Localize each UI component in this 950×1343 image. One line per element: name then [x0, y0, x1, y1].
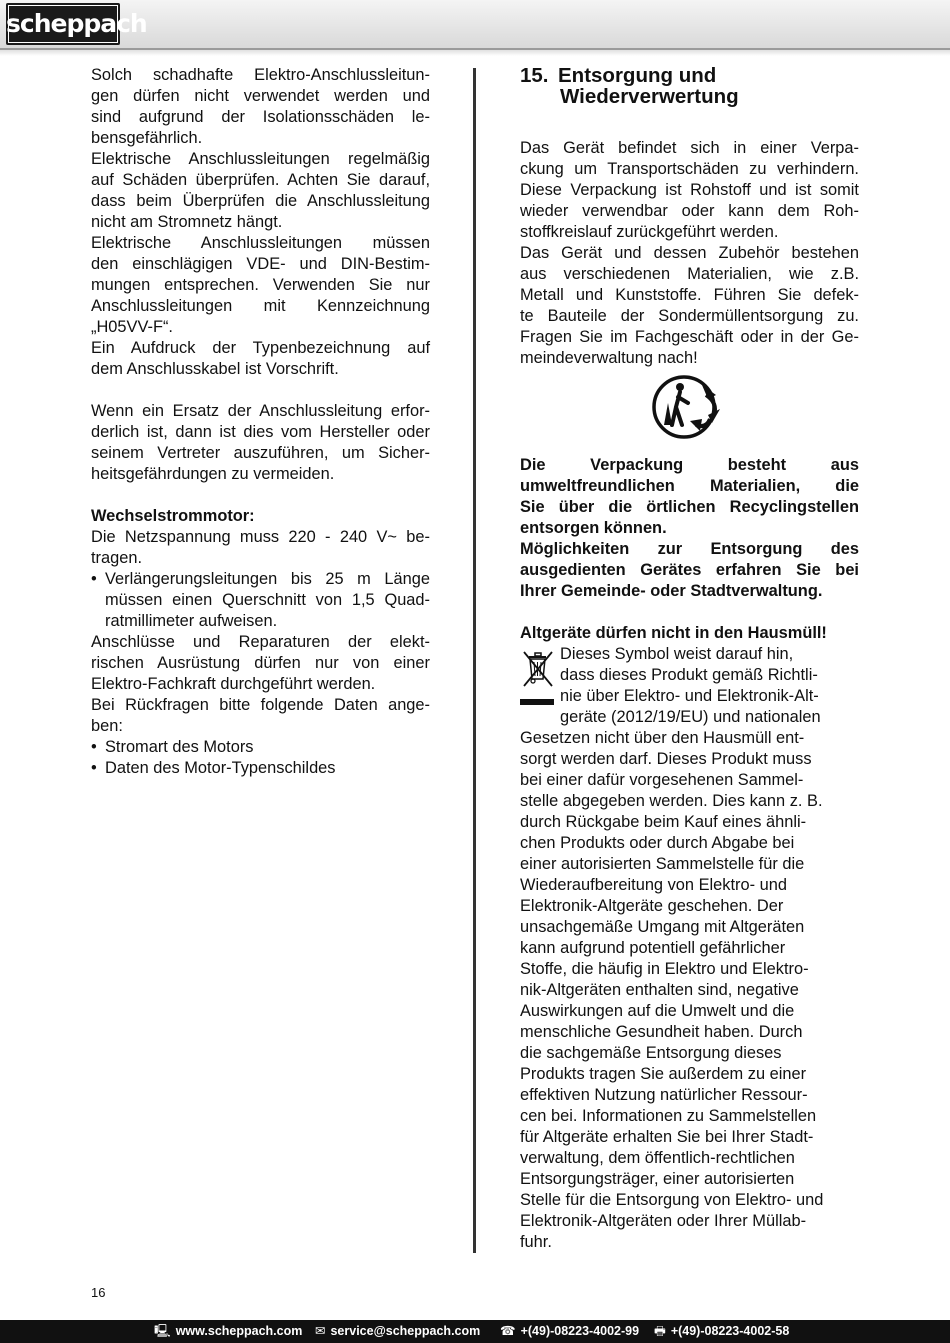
- text-line: Produkts tragen Sie außerdem zu einer: [520, 1065, 807, 1083]
- text-line: „H05VV-F“.: [91, 318, 173, 336]
- text-line: mungen entsprechen. Verwenden Sie nur: [91, 276, 430, 294]
- text-line: aus verschiedenen Materialien, wie z.B.: [520, 265, 859, 283]
- text-line: nie über Elektro- und Elektronik-Alt-: [560, 687, 819, 705]
- paragraph-type-imprint: [91, 338, 430, 380]
- computer-icon: 🖳: [154, 1324, 171, 1338]
- text-line: seinem Vertreter auszuführen, um Sicher-: [91, 444, 430, 462]
- text-line: entsorgen können.: [520, 519, 667, 537]
- footer-fax[interactable]: 🖶 +(49)-08223-4002-58: [654, 1320, 789, 1343]
- text-line: Möglichkeiten zur Entsorgung des: [520, 540, 859, 558]
- right-column: [520, 65, 859, 1253]
- text-line: verwaltung, dem öffentlich-rechtlichen: [520, 1149, 795, 1167]
- list-item: • Verlängerungsleitungen bis 25 m Länge müssen einen Querschnitt von 1,5 Quad- ratmillimeter aufweisen.: [91, 569, 430, 632]
- text-line: dass beim Überprüfen die Anschlussleitung: [91, 192, 430, 210]
- section-title: [520, 65, 859, 107]
- motor-heading: Wechselstrommotor:: [91, 507, 255, 525]
- text-line: Stoffe, die häufig in Elektro und Elektro-: [520, 960, 809, 978]
- text-line: nicht am Stromnetz hängt.: [91, 213, 283, 231]
- text-line: chen Produkts oder durch Abgabe bei: [520, 834, 795, 852]
- text-line: kann aufgrund potentiell gefährlicher: [520, 939, 786, 957]
- text-line: Fragen Sie im Fachgeschäft oder in der Ge-: [520, 328, 859, 346]
- phone-icon: ☎: [500, 1324, 516, 1338]
- text-line: für Altgeräte erhalten Sie bei Ihrer Stadt-: [520, 1128, 814, 1146]
- query-data-list: [91, 737, 430, 779]
- crossed-bin-icon: [520, 646, 556, 710]
- brand-logo: scheppach: [6, 3, 120, 45]
- text-line: Das Gerät und dessen Zubehör bestehen: [520, 244, 859, 262]
- text-line: Ihrer Gemeinde- oder Stadtverwaltung.: [520, 582, 823, 600]
- footer-website[interactable]: 🖳 www.scheppach.com: [154, 1320, 302, 1343]
- page-number: 16: [91, 1285, 106, 1300]
- recycle-bin-icon: [650, 373, 730, 441]
- text-line: rischen Ausrüstung dürfen nur von einer: [91, 654, 430, 672]
- section-number: 15.: [520, 64, 549, 87]
- text-line: die sachgemäße Entsorgung dieses: [520, 1044, 782, 1062]
- text-line: Elektrische Anschlussleitungen regelmäßig: [91, 150, 430, 168]
- text-line: heitsgefährdungen zu vermeiden.: [91, 465, 335, 483]
- footer-phone[interactable]: ☎ +(49)-08223-4002-99: [500, 1320, 639, 1343]
- section-title-line1: Entsorgung und: [558, 64, 717, 87]
- text-line: den einschlägigen VDE- und DIN-Bestim-: [91, 255, 430, 273]
- text-line: ausgedienten Gerätes erfahren Sie bei: [520, 561, 859, 579]
- text-line: Sie über die örtlichen Recyclingstellen: [520, 498, 859, 516]
- left-column: [91, 65, 430, 779]
- weee-heading: Altgeräte dürfen nicht in den Hausmüll!: [520, 624, 827, 642]
- text-line: derlich ist, dann ist dies vom Hersteller oder: [91, 423, 430, 441]
- text-line: geräte (2012/19/EU) und nationalen: [560, 708, 821, 726]
- text-line: te Bauteile der Sondermüllentsorgung zu.: [520, 307, 859, 325]
- text-line: wieder verwendbar oder kann dem Roh-: [520, 202, 859, 220]
- mail-icon: ✉: [315, 1324, 326, 1338]
- text-line: Solch schadhafte Elektro-Anschlussleitun-: [91, 66, 430, 84]
- text-line: Das Gerät befindet sich in einer Verpa-: [520, 139, 859, 157]
- paragraph-packaging: [520, 138, 859, 243]
- text-line: fuhr.: [520, 1233, 552, 1251]
- column-divider: [473, 68, 476, 1253]
- section-title-line2: Wiederverwertung: [560, 85, 739, 108]
- paragraph-materials: [520, 243, 859, 369]
- text-line: stelle abgegeben werden. Dies kann z. B.: [520, 792, 823, 810]
- text-line: Anschlüsse und Reparaturen der elekt-: [91, 633, 430, 651]
- list-item: • Stromart des Motors: [91, 737, 430, 758]
- text-line: tragen.: [91, 549, 143, 567]
- text-line: Wenn ein Ersatz der Anschlussleitung erfor-: [91, 402, 430, 420]
- text-line: Anschlussleitungen mit Kennzeichnung: [91, 297, 430, 315]
- text-line: sorgt werden darf. Dieses Produkt muss: [520, 750, 812, 768]
- text-line: Dieses Symbol weist darauf hin,: [560, 645, 794, 663]
- text-line: menschliche Gesundheit haben. Durch: [520, 1023, 803, 1041]
- text-line: Wiederaufbereitung von Elektro- und: [520, 876, 787, 894]
- text-line: einer autorisierten Sammelstelle für die: [520, 855, 805, 873]
- footer-bar: [0, 1320, 950, 1343]
- text-line: auf Schäden überprüfen. Achten Sie darauf,: [91, 171, 430, 189]
- text-line: Gesetzen nicht über den Hausmüll ent-: [520, 729, 805, 747]
- header-bar: [0, 0, 950, 50]
- recycling-symbol: [520, 369, 859, 455]
- text-line: Diese Verpackung ist Rohstoff und ist somit: [520, 181, 859, 199]
- text-line: Elektrische Anschlussleitungen müssen: [91, 234, 430, 252]
- text-line: meindeverwaltung nach!: [520, 349, 698, 367]
- text-line: dass dieses Produkt gemäß Richtli-: [560, 666, 818, 684]
- text-line: Metall und Kunststoffe. Führen Sie defek-: [520, 286, 859, 304]
- text-line: sind aufgrund der Isolationsschäden le-: [91, 108, 430, 126]
- text-line: Elektronik-Altgeräten oder Ihrer Müllab-: [520, 1212, 807, 1230]
- text-line: Elektro-Fachkraft durchgeführt werden.: [91, 675, 376, 693]
- text-line: Elektronik-Altgeräte geschehen. Der: [520, 897, 784, 915]
- text-line: effektiven Nutzung natürlicher Ressour-: [520, 1086, 808, 1104]
- fax-icon: 🖶: [654, 1324, 666, 1338]
- text-line: Auswirkungen auf die Umwelt und die: [520, 1002, 795, 1020]
- text-line: Die Netzspannung muss 220 - 240 V~ be-: [91, 528, 430, 546]
- extension-cable-list: [91, 569, 430, 632]
- text-line: ckung um Transportschäden zu verhindern.: [520, 160, 859, 178]
- list-item: • Daten des Motor-Typenschildes: [91, 758, 430, 779]
- footer-email[interactable]: ✉ service@scheppach.com: [315, 1320, 480, 1343]
- paragraph-disposal-bold: [520, 539, 859, 602]
- paragraph-packaging-bold: [520, 455, 859, 539]
- paragraph-vde-din: [91, 233, 430, 338]
- text-line: ben:: [91, 717, 123, 735]
- text-line: stoffkreislauf zurückgeführt werden.: [520, 223, 779, 241]
- text-line: Stelle für die Entsorgung von Elektro- und: [520, 1191, 824, 1209]
- text-line: Bei Rückfragen bitte folgende Daten ange-: [91, 696, 430, 714]
- weee-notice: [520, 644, 859, 728]
- paragraph-damaged-cables: [91, 65, 430, 149]
- text-line: nik-Altgeräten enthalten sind, negative: [520, 981, 799, 999]
- text-line: bensgefährlich.: [91, 129, 203, 147]
- text-line: umweltfreundlichen Materialien, die: [520, 477, 859, 495]
- text-line: bei einer dafür vorgesehenen Sammel-: [520, 771, 804, 789]
- paragraph-check-cables: [91, 149, 430, 233]
- text-line: durch Rückgabe beim Kauf eines ähnli-: [520, 813, 807, 831]
- text-line: gen dürfen nicht verwendet werden und: [91, 87, 430, 105]
- weee-body: [520, 728, 859, 1253]
- text-line: Entsorgungsträger, einer autorisierten: [520, 1170, 795, 1188]
- text-line: unsachgemäße Umgang mit Altgeräten: [520, 918, 805, 936]
- text-line: dem Anschlusskabel ist Vorschrift.: [91, 360, 339, 378]
- text-line: cen bei. Informationen zu Sammelstellen: [520, 1107, 817, 1125]
- paragraph-replacement: [91, 401, 430, 485]
- text-line: Die Verpackung besteht aus: [520, 456, 859, 474]
- text-line: Ein Aufdruck der Typenbezeichnung auf: [91, 339, 430, 357]
